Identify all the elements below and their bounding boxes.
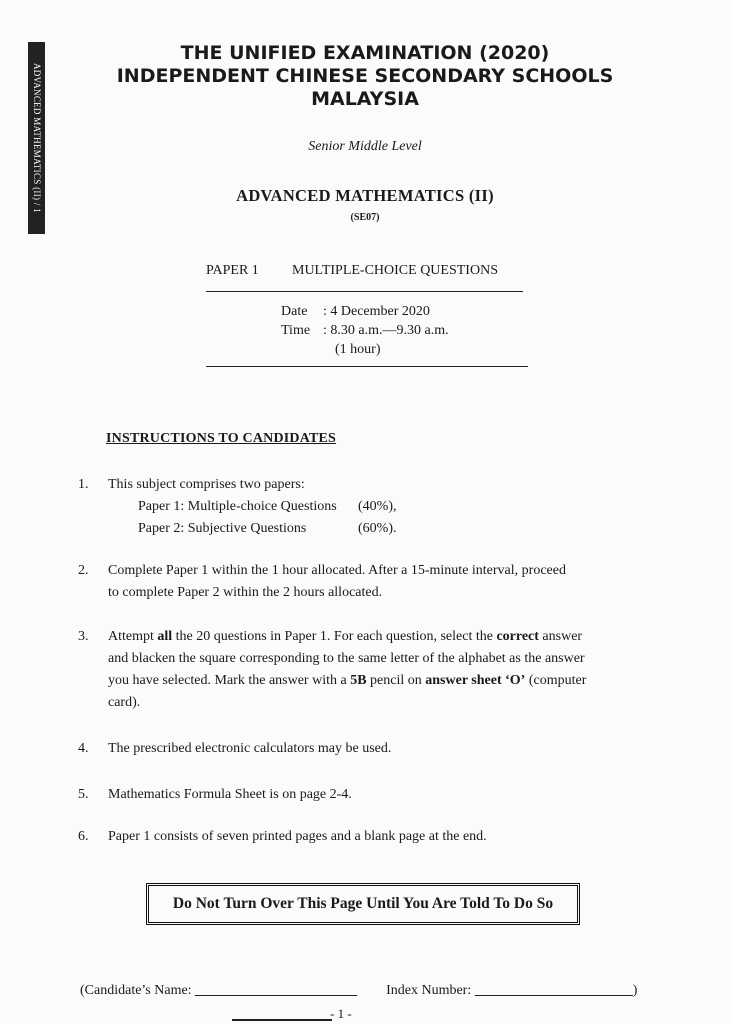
subject-title: ADVANCED MATHEMATICS (II) xyxy=(236,186,494,205)
paper1-pct: (40%), xyxy=(358,499,397,514)
index-number-field[interactable] xyxy=(475,981,633,996)
item-number: 5. xyxy=(78,787,89,802)
paper-line xyxy=(206,263,498,279)
instruction-item xyxy=(78,826,658,848)
item-text: This subject comprises two papers: xyxy=(108,477,305,492)
date-value: : 4 December 2020 xyxy=(323,304,430,319)
paper2-name: Paper 2: Subjective Questions xyxy=(138,521,307,536)
time-label: Time xyxy=(281,323,311,338)
instruction-item xyxy=(78,738,658,760)
item-text-line: card). xyxy=(108,695,141,710)
item-text-line: Attempt all the 20 questions in Paper 1. For each question, select the correct answer xyxy=(108,629,583,644)
time-value: : 8.30 a.m.—9.30 a.m. xyxy=(323,323,449,338)
item-text-line: to complete Paper 2 within the 2 hours allocated. xyxy=(108,585,383,600)
item-text-line: you have selected. Mark the answer with a 5B pencil on answer sheet ‘O’ (computer xyxy=(108,673,587,688)
index-number-label: Index Number: xyxy=(386,983,472,998)
schedule-block xyxy=(281,302,449,359)
item-text: Paper 1 consists of seven printed pages and a blank page at the end. xyxy=(108,829,487,844)
level-label: Senior Middle Level xyxy=(308,139,422,154)
subject-code: (SE07) xyxy=(350,212,380,223)
page-number: - 1 - xyxy=(330,1006,352,1021)
item-text-line: Complete Paper 1 within the 1 hour allocated. After a 15-minute interval, proceed xyxy=(108,563,566,578)
candidate-name-field[interactable] xyxy=(195,981,357,996)
item-number: 6. xyxy=(78,829,89,844)
paper2-pct: (60%). xyxy=(358,521,397,536)
school-title: INDEPENDENT CHINESE SECONDARY SCHOOLS xyxy=(116,65,614,87)
instruction-item xyxy=(78,474,658,540)
item-number: 2. xyxy=(78,563,89,578)
country-title: MALAYSIA xyxy=(311,88,419,110)
footer-close: ) xyxy=(632,983,638,998)
instruction-item xyxy=(78,784,658,806)
candidate-footer xyxy=(80,981,637,999)
side-tab xyxy=(28,42,45,234)
instruction-item xyxy=(78,626,658,714)
duration: (1 hour) xyxy=(335,342,381,357)
exam-title: THE UNIFIED EXAMINATION (2020) xyxy=(180,42,550,64)
instructions-heading: INSTRUCTIONS TO CANDIDATES xyxy=(106,431,337,446)
item-number: 1. xyxy=(78,477,89,492)
warning-box xyxy=(146,883,580,925)
paper-split xyxy=(138,518,658,540)
paper-split xyxy=(138,496,658,518)
paper-title: MULTIPLE-CHOICE QUESTIONS xyxy=(292,263,498,278)
candidate-name-label: (Candidate’s Name: xyxy=(80,983,192,998)
divider xyxy=(232,1019,332,1021)
item-number: 3. xyxy=(78,629,89,644)
item-text: Mathematics Formula Sheet is on page 2-4. xyxy=(108,787,352,802)
side-tab-label: ADVANCED MATHEMATICS (II) / 1 xyxy=(31,62,42,214)
item-text-line: and blacken the square corresponding to the same letter of the alphabet as the answer xyxy=(108,651,585,666)
divider xyxy=(206,366,528,367)
item-number: 4. xyxy=(78,741,89,756)
paper-label: PAPER 1 xyxy=(206,263,259,278)
paper1-name: Paper 1: Multiple-choice Questions xyxy=(138,499,337,514)
date-label: Date xyxy=(281,304,308,319)
warning-text: Do Not Turn Over This Page Until You Are Told To Do So xyxy=(172,895,554,912)
instruction-item xyxy=(78,560,658,604)
divider xyxy=(206,291,523,292)
item-text: The prescribed electronic calculators may be used. xyxy=(108,741,392,756)
